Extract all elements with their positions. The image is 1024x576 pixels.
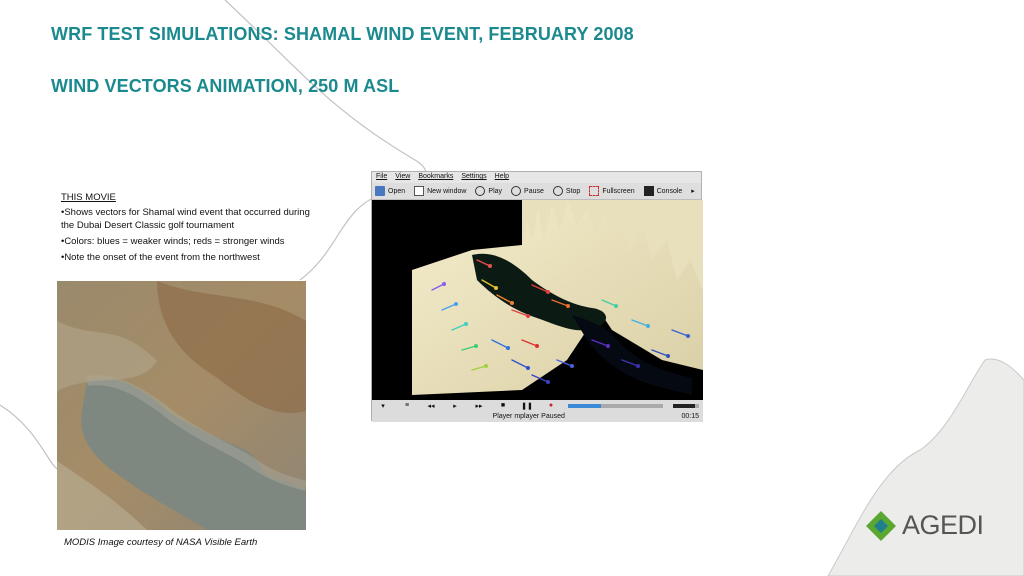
play-icon [475, 186, 485, 196]
dropdown-arrow-icon[interactable]: ▾ [381, 402, 385, 410]
play-icon-small[interactable]: ▸ [453, 402, 457, 410]
image-caption: MODIS Image courtesy of NASA Visible Earth [64, 537, 258, 548]
record-icon[interactable]: ● [548, 402, 554, 409]
new-window-icon [414, 186, 424, 196]
seek-slider[interactable] [568, 404, 663, 408]
transport-row [372, 400, 703, 411]
pause-icon-small[interactable]: ❚❚ [521, 402, 533, 410]
notes-bullet: •Note the onset of the event from the northwest [61, 252, 260, 263]
pause-button[interactable]: Pause [511, 186, 544, 196]
menu-file[interactable]: File [376, 173, 388, 180]
notes-bullet: •Shows vectors for Shamal wind event that occurred during the Dubai Desert Classic golf tournament [61, 207, 310, 231]
playlist-icon[interactable]: ≡ [404, 402, 410, 409]
stop-button[interactable]: Stop [553, 186, 580, 196]
logo-text: AGEDI [902, 510, 984, 540]
pause-icon [511, 186, 521, 196]
fullscreen-button[interactable]: Fullscreen [589, 186, 634, 196]
fullscreen-icon [589, 186, 599, 196]
new-window-button[interactable]: New window [414, 186, 466, 196]
volume-level [673, 404, 695, 408]
slide-title: WRF TEST SIMULATIONS: SHAMAL WIND EVENT, FEBRUARY 2008 [51, 24, 634, 44]
player-menubar [372, 172, 701, 183]
toolbar-overflow-icon[interactable]: ▸ [691, 188, 695, 195]
stop-icon-small[interactable]: ■ [500, 402, 506, 409]
player-toolbar [372, 183, 701, 200]
notes-heading: THIS MOVIE [61, 192, 116, 203]
rewind-icon[interactable]: ◂◂ [427, 402, 435, 410]
player-controls [372, 400, 703, 422]
video-frame-wind-vectors [372, 200, 703, 400]
media-player-window [371, 171, 702, 421]
modis-satellite-image [57, 281, 306, 530]
slide-subtitle: WIND VECTORS ANIMATION, 250 M ASL [51, 76, 400, 96]
menu-settings[interactable]: Settings [461, 173, 487, 180]
menu-bookmarks[interactable]: Bookmarks [418, 173, 454, 180]
status-text: Player mplayer Paused [492, 413, 565, 420]
agedi-logo [866, 510, 984, 541]
time-display: 00:15 [681, 413, 699, 420]
seek-progress [568, 404, 601, 408]
notes-bullet: •Colors: blues = weaker winds; reds = stronger winds [61, 236, 285, 247]
status-bar [372, 411, 703, 422]
open-button[interactable]: Open [375, 186, 405, 196]
console-button[interactable]: Console [644, 186, 683, 196]
stop-icon [553, 186, 563, 196]
agedi-diamond-icon [866, 511, 896, 541]
play-button[interactable]: Play [475, 186, 502, 196]
volume-slider[interactable] [673, 404, 699, 408]
movie-notes [61, 191, 311, 267]
console-icon [644, 186, 654, 196]
menu-view[interactable]: View [395, 173, 411, 180]
folder-icon [375, 186, 385, 196]
menu-help[interactable]: Help [494, 173, 510, 180]
forward-icon[interactable]: ▸▸ [475, 402, 483, 410]
